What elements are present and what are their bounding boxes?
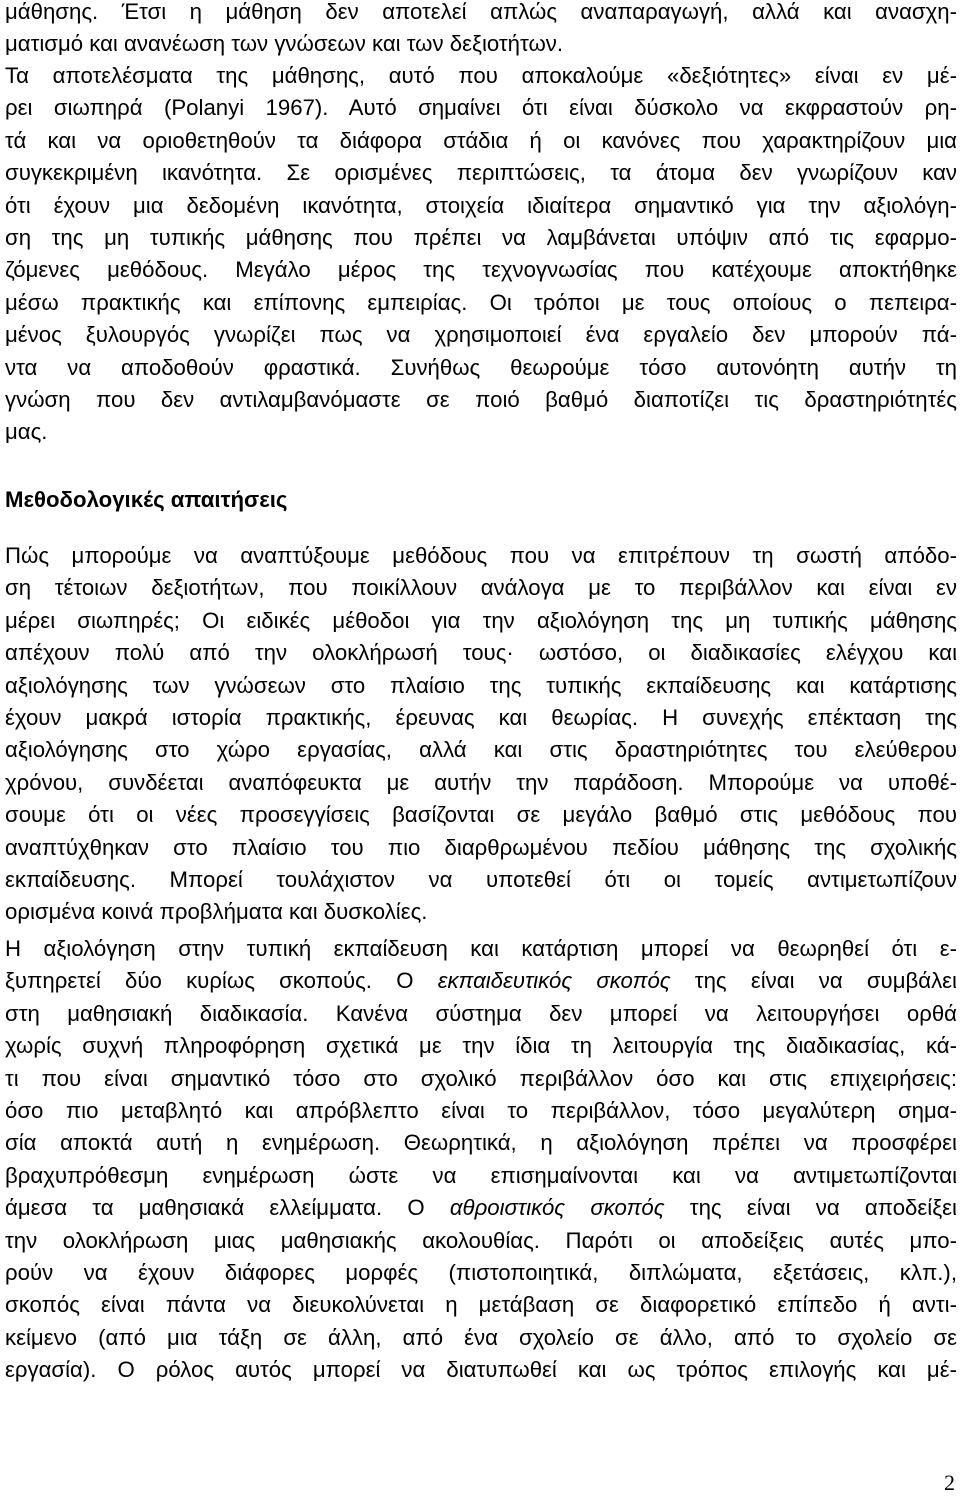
text-line: μέρει σιωπηρές; Οι ειδικές μέθοδοι για την αξιολόγηση της μη τυπικής μάθησης <box>5 607 957 633</box>
text-line: Η αξιολόγηση στην τυπική εκπαίδευση και κατάρτιση μπορεί να θεωρηθεί ότι ε- <box>5 936 957 961</box>
text-line: ση τέτοιων δεξιοτήτων, που ποικίλλουν ανάλογα με το περιβάλλον και είναι εν <box>5 575 957 601</box>
text-line: κείμενο (από μια τάξη σε άλλη, από ένα σχολείο σε άλλο, από το σχολείο σε <box>5 1324 957 1350</box>
text-line: αξιολόγησης στο χώρο εργασίας, αλλά και στις δραστηριότητες του ελεύθερου <box>5 737 957 763</box>
text-line: γνώση που δεν αντιλαμβανόμαστε σε ποιό βαθμό διαποτίζει τις δραστηριότητές <box>5 386 957 412</box>
text-line: τά και να οριοθετηθούν τα διάφορα στάδια ή οι κανόνες που χαρακτηρίζουν μια <box>5 127 957 153</box>
text-line <box>5 965 957 997</box>
section-heading-text: Μεθοδολογικές απαιτήσεις <box>5 487 288 512</box>
text-line: ματισμό και ανανέωση των γνώσεων και των δεξιοτήτων. <box>5 31 564 57</box>
text-line: μένος ξυλουργός γνωρίζει πως να χρησιμοποιεί ένα εργαλείο δεν μπορούν πά- <box>5 322 957 348</box>
text-line: την ολοκλήρωση μιας μαθησιακής ακολουθίας. Παρότι οι αποδείξεις αυτές μπο- <box>5 1227 957 1253</box>
paragraph-1 <box>5 0 957 61</box>
text-segment: της είναι να αποδείξει <box>664 1195 957 1221</box>
paragraph-4 <box>5 933 957 1386</box>
text-line: όσο πιο μεταβλητό και απρόβλεπτο είναι το περιβάλλον, τόσο μεγαλύτερη σημα- <box>5 1097 957 1123</box>
text-segment: άμεσα τα μαθησιακά ελλείμματα. Ο <box>5 1195 450 1221</box>
text-line: χωρίς συχνή πληροφόρηση σχετικά με την ίδια τη λειτουργία της διαδικασίας, κά- <box>5 1033 957 1059</box>
text-line: εκπαίδευσης. Μπορεί τουλάχιστον να υποτεθεί ότι οι τομείς αντιμετωπίζουν <box>5 866 957 892</box>
text-line: μέσω πρακτικής και επίπονης εμπειρίας. Οι τρόποι με τους οποίους ο πεπειρα- <box>5 289 957 315</box>
text-line: τι που είναι σημαντικό τόσο στο σχολικό περιβάλλον όσο και στις επιχειρήσεις: <box>5 1065 957 1091</box>
text-line: στη μαθησιακή διαδικασία. Κανένα σύστημα δεν μπορεί να λειτουργήσει ορθά <box>5 1000 957 1026</box>
section-heading <box>5 484 957 516</box>
text-line: μάθησης. Έτσι η μάθηση δεν αποτελεί απλώς αναπαραγωγή, αλλά και ανασχη- <box>5 0 957 24</box>
text-line: απέχουν πολύ από την ολοκλήρωσή τους· ωστόσο, οι διαδικασίες ελέγχου και <box>5 640 957 666</box>
text-line: σκοπός είναι πάντα να διευκολύνεται η μετάβαση σε διαφορετικό επίπεδο ή αντι- <box>5 1292 957 1318</box>
text-line: ρει σιωπηρά (Polanyi 1967). Αυτό σημαίνει ότι είναι δύσκολο να εκφραστούν ρη- <box>5 95 957 121</box>
text-line: ζόμενες μεθόδους. Μεγάλο μέρος της τεχνογνωσίας που κατέχουμε αποκτήθηκε <box>5 257 957 283</box>
text-line: χρόνου, συνδέεται αναπόφευκτα με αυτήν την παράδοση. Μπορούμε να υποθέ- <box>5 769 957 795</box>
text-line: ση της μη τυπικής μάθησης που πρέπει να λαμβάνεται υπόψιν από τις εφαρμο- <box>5 224 957 250</box>
text-line: σία αποκτά αυτή η ενημέρωση. Θεωρητικά, η αξιολόγηση πρέπει να προσφέρει <box>5 1130 957 1156</box>
text-line: σουμε ότι οι νέες προσεγγίσεις βασίζονται σε μεγάλο βαθμό στις μεθόδους που <box>5 802 957 828</box>
text-line: έχουν μακρά ιστορία πρακτικής, έρευνας και θεωρίας. Η συνεχής επέκταση της <box>5 704 957 730</box>
text-line <box>5 1192 957 1224</box>
text-line: Πώς μπορούμε να αναπτύξουμε μεθόδους που να επιτρέπουν τη σωστή απόδο- <box>5 543 957 568</box>
text-line: βραχυπρόθεσμη ενημέρωση ώστε να επισημαίνονται και να αντιμετωπίζονται <box>5 1162 957 1188</box>
text-line: ρούν να έχουν διάφορες μορφές (πιστοποιητικά, διπλώματα, εξετάσεις, κλπ.), <box>5 1259 957 1285</box>
text-line: συγκεκριμένη ικανότητα. Σε ορισμένες περιπτώσεις, τα άτομα δεν γνωρίζουν καν <box>5 160 957 186</box>
text-segment: ξυπηρετεί δύο κυρίως σκοπούς. Ο <box>5 968 438 994</box>
text-line: μας. <box>5 419 48 445</box>
text-line: ορισμένα κοινά προβλήματα και δυσκολίες. <box>5 899 428 925</box>
text-line: ότι έχουν μια δεδομένη ικανότητα, στοιχεία ιδιαίτερα σημαντικό για την αξιολόγη- <box>5 192 957 218</box>
page-number: 2 <box>944 1470 955 1495</box>
text-line: αξιολόγησης των γνώσεων στο πλαίσιο της τυπικής εκπαίδευσης και κατάρτισης <box>5 672 957 698</box>
italic-term: αθροιστικός σκοπός <box>449 1195 665 1221</box>
text-line: Τα αποτελέσματα της μάθησης, αυτό που αποκαλούμε «δεξιότητες» είναι εν μέ- <box>5 63 957 88</box>
italic-term: εκπαιδευτικός σκοπός <box>437 968 671 994</box>
text-segment: της είναι να συμβάλει <box>670 968 957 994</box>
text-line: εργασία). Ο ρόλος αυτός μπορεί να διατυπωθεί και ως τρόπος επιλογής και μέ- <box>5 1357 957 1383</box>
text-line: αναπτύχθηκαν στο πλαίσιο του πιο διαρθρωμένου πεδίου μάθησης της σχολικής <box>5 834 957 860</box>
paragraph-2 <box>5 60 957 449</box>
text-line: ντα να αποδοθούν φραστικά. Συνήθως θεωρούμε τόσο αυτονόητη αυτήν τη <box>5 354 957 380</box>
paragraph-3 <box>5 540 957 929</box>
